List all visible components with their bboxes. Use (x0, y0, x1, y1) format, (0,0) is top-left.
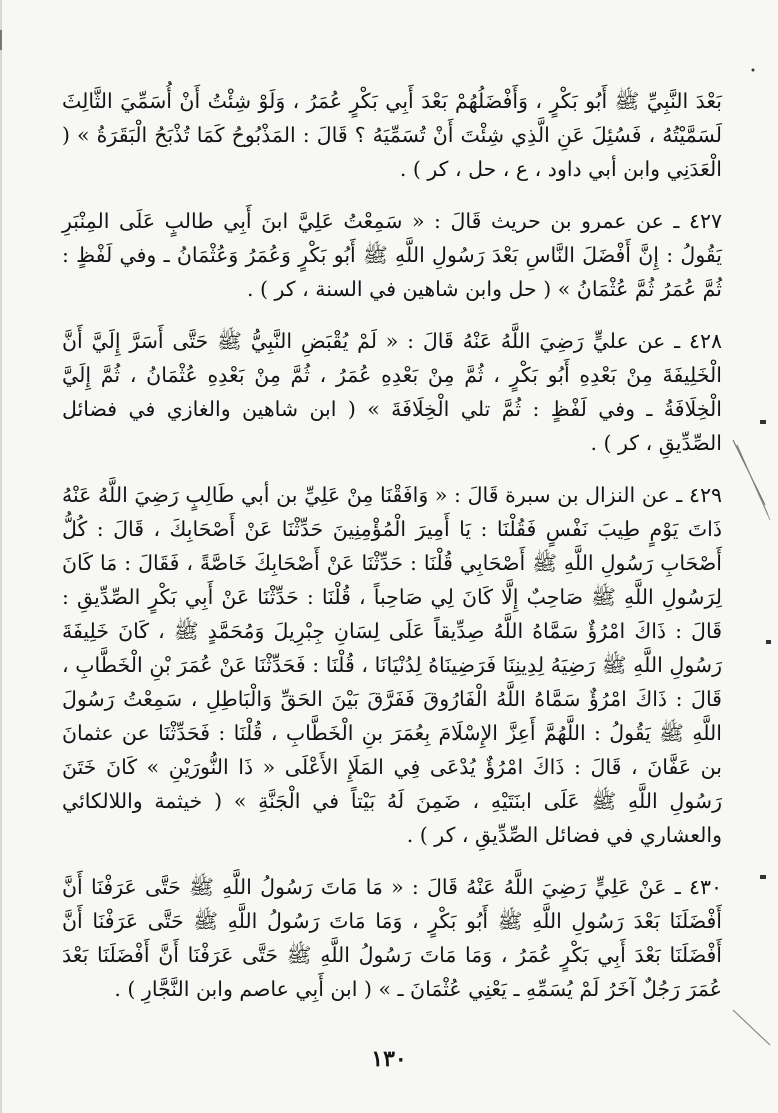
hadith-430: ٤٣٠ ـ عَنْ عَلِيٍّ رَضِيَ اللَّهُ عَنْهُ قَالَ : « مَا مَاتَ رَسُولُ اللَّهِ ﷺ حَتَّى عَرَفْنَا أَنَّ أَفْضَلَنَا بَعْدَ رَسُولِ اللَّهِ ﷺ أَبُو بَكْرٍ ، وَمَا مَاتَ رَسُولُ اللَّهِ ﷺ حَتَّى عَرَفْنَا أَنَّ أَفْضَلَنَا بَعْدَ أَبِي بَكْرٍ عُمَرُ ، وَمَا مَاتَ رَسُولُ اللَّهِ ﷺ حَتَّى عَرَفْنَا أَنَّ أَفْضَلَنَا بَعْدَ عُمَرَ رَجُلٌ آخَرُ لَمْ يُسَمِّهِ ـ يَعْنِي عُثْمَانَ ـ » ( ابن أَبِي عاصم وابن النَّجَّارِ ) . (62, 875, 722, 1001)
hadith-427: ٤٢٧ ـ عن عمرو بن حريث قَالَ : « سَمِعْتُ عَلِيَّ ابنَ أَبِي طالبٍ عَلَى المِنْبَرِ يَقُولُ : إِنَّ أَفْضَلَ النَّاسِ بَعْدَ رَسُولِ اللَّهِ ﷺ أَبُو بَكْرٍ وَعُمَرُ وَعُثْمَانُ ـ وفي لَفْظٍ : ثُمَّ عُمَرُ ثُمَّ عُثْمَانُ » ( حل وابن شاهين في السنة ، كر ) . (62, 209, 722, 301)
scan-mark (733, 440, 765, 505)
hadith-428: ٤٢٨ ـ عن عليٍّ رَضِيَ اللَّهُ عَنْهُ قَالَ : « لَمْ يُقْبَضِ النَّبِيُّ ﷺ حَتَّى أَسَرَّ إِلَيَّ أَنَّ الْخَلِيفَةَ مِنْ بَعْدِهِ أَبُو بَكْرٍ ، ثُمَّ مِنْ بَعْدِهِ عُمَرُ ، ثُمَّ مِنْ بَعْدِهِ عُثْمَانُ ، ثُمَّ إِلَيَّ الْخِلَافَةُ ـ وفي لَفْظٍ : ثُمَّ تلي الْخِلَافَةَ » ( ابن شاهين والغازي في فضائل الصِّدِّيقِ ، كر ) . (62, 329, 722, 455)
scan-dot (752, 69, 755, 72)
paragraph-continuation: بَعْدَ النَّبِيِّ ﷺ أَبُو بَكْرٍ ، وَأَفْضَلُهُمْ بَعْدَ أَبِي بَكْرٍ عُمَرُ ، وَلَوْ شِئْتُ أَنْ أُسَمِّيَ الثَّالِثَ لَسَمَّيْتُهُ ، فَسُئِلَ عَنِ الَّذِي شِئْتَ أَنْ تُسَمِّيَهُ ؟ قَالَ : المَذْبُوحُ كَمَا تُذْبَحُ الْبَقَرَةُ » ( الْعَدَنِي وابن أبي داود ، ع ، حل ، كر ) . (62, 89, 722, 181)
scan-mark (733, 1010, 770, 1045)
scan-mark (740, 452, 770, 520)
page-edge (0, 0, 2, 1113)
scan-dot (766, 640, 771, 644)
scan-dot (760, 875, 766, 879)
document-body (62, 84, 722, 1006)
hadith-429: ٤٢٩ ـ عن النزال بن سبرة قَالَ : « وَافَقْنَا مِنْ عَلِيِّ بن أبي طَالِبٍ رَضِيَ اللَّهُ عَنْهُ ذَاتَ يَوْمٍ طِيبَ نَفْسٍ فَقُلْنَا : يَا أَمِيرَ الْمُؤْمِنِينَ حَدِّثْنَا عَنْ أَصْحَابِكَ ، قَالَ : كُلُّ أَصْحَابِ رَسُولِ اللَّهِ ﷺ أَصْحَابِي قُلْنَا : حَدِّثْنَا عَنْ أَصْحَابِكَ خَاصَّةً ، فَقَالَ : مَا كَانَ لِرَسُولِ اللَّهِ ﷺ صَاحِبٌ إِلَّا كَانَ لِي صَاحِباً ، قُلْنَا : حَدِّثْنَا عَنْ أَبِي بَكْرٍ الصِّدِّيقِ : قَالَ : ذَاكَ امْرُؤٌ سَمَّاهُ اللَّهُ صِدِّيقاً عَلَى لِسَانِ جِبْرِيلَ وَمُحَمَّدٍ ﷺ ، كَانَ خَلِيفَةَ رَسُولِ اللَّهِ ﷺ رَضِيَهُ لِدِينِنَا فَرَضِينَاهُ لِدُنْيَانَا ، قُلْنَا : فَحَدِّثْنَا عَنْ عُمَرَ بْنِ الْخَطَّابِ ، قَالَ : ذَاكَ امْرُؤٌ سَمَّاهُ اللَّهُ الْفَارُوقَ فَفَرَّقَ بَيْنَ الحَقِّ وَالْبَاطِلِ ، سَمِعْتُ رَسُولَ اللَّهِ ﷺ يَقُولُ : اللَّهُمَّ أَعِزَّ الإِسْلَامَ بِعُمَرَ بنِ الْخَطَّابِ ، قُلْنَا : فَحَدِّثْنَا عن عثمانَ بن عَفَّانَ ، قَالَ : ذَاكَ امْرُؤٌ يُدْعَى فِي المَلَإِ الأَعْلَى « ذَا النُّورَيْنِ » كَانَ خَتَنَ رَسُولِ اللَّهِ ﷺ عَلَى ابنَتَيْهِ ، ضَمِنَ لَهُ بَيْتاً في الْجَنَّةِ » ( خيثمة واللالكائي والعشاري في فضائل الصِّدِّيقِ ، كر ) . (62, 483, 722, 847)
page-number: ١٣٠ (371, 1046, 407, 1072)
scan-dot (760, 420, 766, 424)
scan-mark (737, 445, 768, 515)
